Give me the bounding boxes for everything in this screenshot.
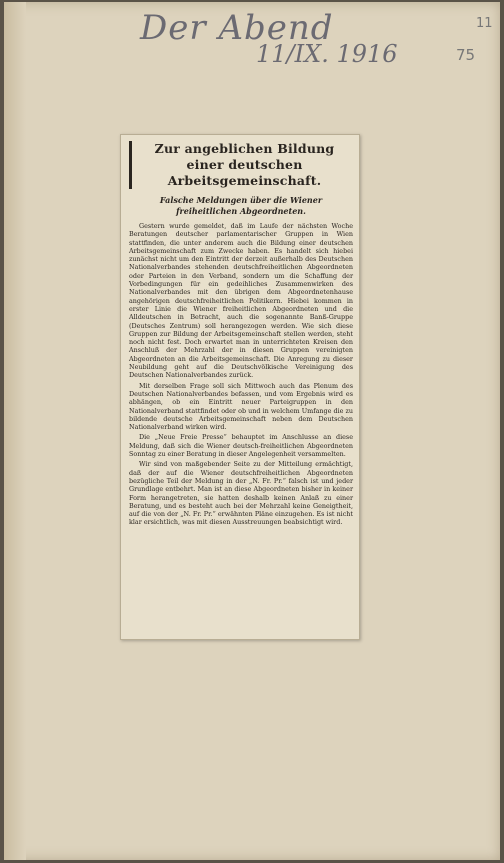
handwritten-title: Der Abend [140,8,334,48]
archive-number-top: 11 [476,16,493,31]
archive-number-side: 75 [456,46,476,64]
article-paragraph: Gestern wurde gemeldet, daß im Laufe der nächsten Woche Beratungen deutscher parlamentarischer Gruppen in Wien stattfinden, die unter anderem auch die Bildung einer deutschen Arbeitsgemeinschaft zum Zwecke haben. Es handelt sich hiebei zunächst nicht um den Eintritt der derzeit außerhalb des Deutschen Nationalverbandes stehenden deutschfreiheitlichen Abgeordneten oder Parteien in den Verband, sondern um die Schaffung der Vorbedingungen für ein gedeihliches Zusammenwirken des Nationalverbandes mit den übrigen dem Abgeordnetenhause angehörigen deutschfreiheitlichen Politikern. Hiebei kommen in erster Linie die Wiener freiheitlichen Abgeordneten und die Alldeutschen in Betracht, auch die sogenannte Banß-Gruppe (Deutsches Zentrum) soll herangezogen werden. Wie sich diese Gruppen zur Bildung der Arbeitsgemeinschaft stellen werden, steht noch nicht fest. Doch erwartet man in unterrichteten Kreisen den Anschluß der Mehrzahl der in diesen Gruppen vereinigten Abgeordneten an die Arbeitsgemeinschaft. Die Anregung zu dieser Neubildung geht auf die Deutschvölkische Vereinigung des Deutschen Nationalverbandes zurück. [129,222,353,380]
article-subheadline: Falsche Meldungen über die Wiener freiheitlichen Abgeordneten. [159,195,323,216]
article-paragraph: Wir sind von maßgebender Seite zu der Mitteilung ermächtigt, daß der auf die Wiener deutschfreiheitlichen Abgeordneten bezügliche Teil der Meldung in der „N. Fr. Pr.“ falsch ist und jeder Grundlage entbehrt. Man ist an diese Abgeordneten bisher in keiner Form herangetreten, sie hatten deshalb keinen Anlaß zu einer Beratung, und es besteht auch bei der Mehrzahl keine Geneigtheit, auf die von der „N. Fr. Pr.“ erwähnten Pläne einzugehen. Es ist nicht klar ersichtlich, was mit diesen Ausstreuungen beabsichtigt wird. [129,460,353,527]
newspaper-clipping [120,134,360,640]
article-paragraph: Mit derselben Frage soll sich Mittwoch auch das Plenum des Deutschen Nationalverbandes befassen, und vom Ergebnis wird es abhängen, ob ein Eintritt neuer Parteigruppen in den Nationalverband stattfindet oder ob und in welchem Umfange die zu bildende deutsche Arbeitsgemeinschaft neben dem Deutschen Nationalverband wirken wird. [129,381,353,432]
handwritten-date: 11/IX. 1916 [256,40,398,68]
torn-edge [4,2,26,860]
article-headline: Zur angeblichen Bildung einer deutschen Arbeitsgemeinschaft. [129,141,353,189]
article-paragraph: Die „Neue Freie Presse“ behauptet im Anschlusse an diese Meldung, daß sich die Wiener deutsch-freiheitlichen Abgeordneten Sonntag zu einer Beratung in dieser Angelegenheit versammelten. [129,433,353,459]
